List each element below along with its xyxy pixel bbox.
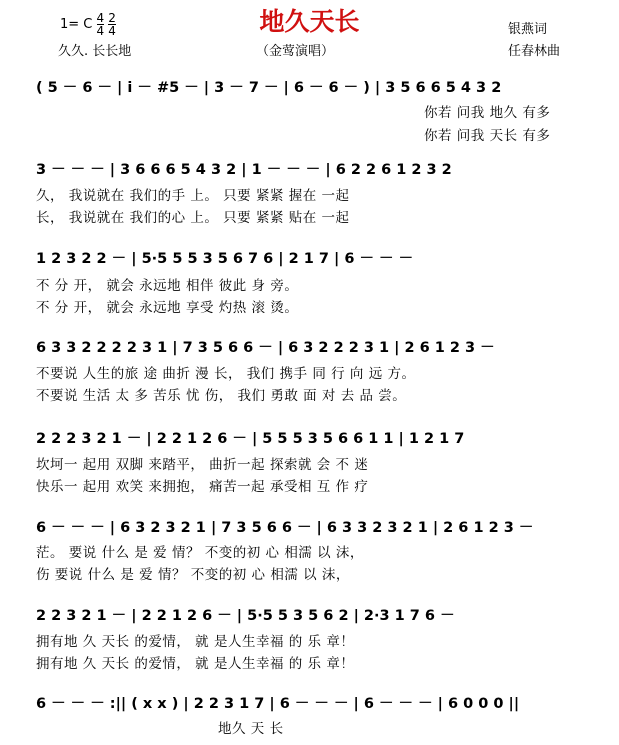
lyric-line-7a: 拥有地 久 天长 的爱情， 就 是人生幸福 的 乐 章！ [36,634,355,650]
singer-credit: （金莺演唱） [256,44,335,59]
notation-line-6: 6 － － － | 6 3 2 3 2 1 | 7 3 5 6 6 － | 6 3 3 2 3 2 1 | 2 6 1 2 3 － [36,520,534,536]
lyric-line-1b: 你若 问我 天长 有多 [424,128,551,144]
lyricist-credit: 银燕词 [508,22,548,37]
key-label: 1= C [60,17,93,32]
lyric-line-2b: 长， 我说就在 我们的心 上。 只要 紧紧 贴在 一起 [36,210,350,226]
lyric-line-2a: 久， 我说就在 我们的手 上。 只要 紧紧 握在 一起 [36,188,350,204]
lyric-line-8: 地久 天 长 [218,721,284,737]
notation-line-7: 2 2 3 2 1 － | 2 2 1 2 6 － | 5·5 5 3 5 6 2 | 2·3 1 7 6 － [36,608,455,624]
notation-line-5: 2 2 2 3 2 1 － | 2 2 1 2 6 － | 5 5 5 3 5 6 6 1 1 | 1 2 1 7 [36,431,465,447]
song-title: 地久天长 [259,7,360,36]
lyric-line-6b: 伤 要说 什么 是 爱 情？ 不变的初 心 相濡 以 沫， [36,567,350,583]
lyric-line-1a: 你若 问我 地久 有多 [424,105,551,121]
time-signature-1: $\frac{4}{4}$ [96,11,105,38]
lyric-line-6a: 茫。 要说 什么 是 爱 情？ 不变的初 心 相濡 以 沫， [36,545,364,561]
lyric-line-4b: 不要说 生活 太 多 苦乐 忧 伤， 我们 勇敢 面 对 去 品 尝。 [36,388,407,404]
subtitle-left: 久久. 长长地 [58,44,132,59]
notation-line-1: ( 5 － 6 － | i － #5 － | 3 － 7 － | 6 － 6 － ) | 3 5 6 6 5 4 3 2 [36,80,502,96]
notation-line-8: 6 － － － :|| ( x x ) | 2 2 3 1 7 | 6 － － － | 6 － － － | 6 0 0 0 || [36,696,520,712]
lyric-line-7b: 拥有地 久 天长 的爱情， 就 是人生幸福 的 乐 章！ [36,656,355,672]
composer-credit: 任春林曲 [508,44,561,59]
time-signature-2: $\frac{2}{4}$ [108,11,116,38]
notation-line-2: 3 － － － | 3 6 6 6 5 4 3 2 | 1 － － － | 6 2 2 6 1 2 3 2 [36,162,452,178]
lyric-line-5a: 坎坷一 起用 双脚 来踏平， 曲折一起 探索就 会 不 迷 [36,457,369,473]
key-signature [60,12,116,37]
notation-line-4: 6 3 3 2 2 2 2 3 1 | 7 3 5 6 6 － | 6 3 2 2 2 3 1 | 2 6 1 2 3 － [36,340,495,356]
lyric-line-4a: 不要说 人生的旅 途 曲折 漫 长， 我们 携手 同 行 向 远 方。 [36,366,416,382]
lyric-line-5b: 快乐一 起用 欢笑 来拥抱， 痛苦一起 承受相 互 作 疗 [36,479,369,495]
lyric-line-3b: 不 分 开， 就会 永远地 享受 灼热 滚 烫。 [36,300,299,316]
notation-line-3: 1 2 3 2 2 － | 5·5 5 5 3 5 6 7 6 | 2 1 7 | 6 － － － [36,251,414,267]
lyric-line-3a: 不 分 开， 就会 永远地 相伴 彼此 身 旁。 [36,278,299,294]
